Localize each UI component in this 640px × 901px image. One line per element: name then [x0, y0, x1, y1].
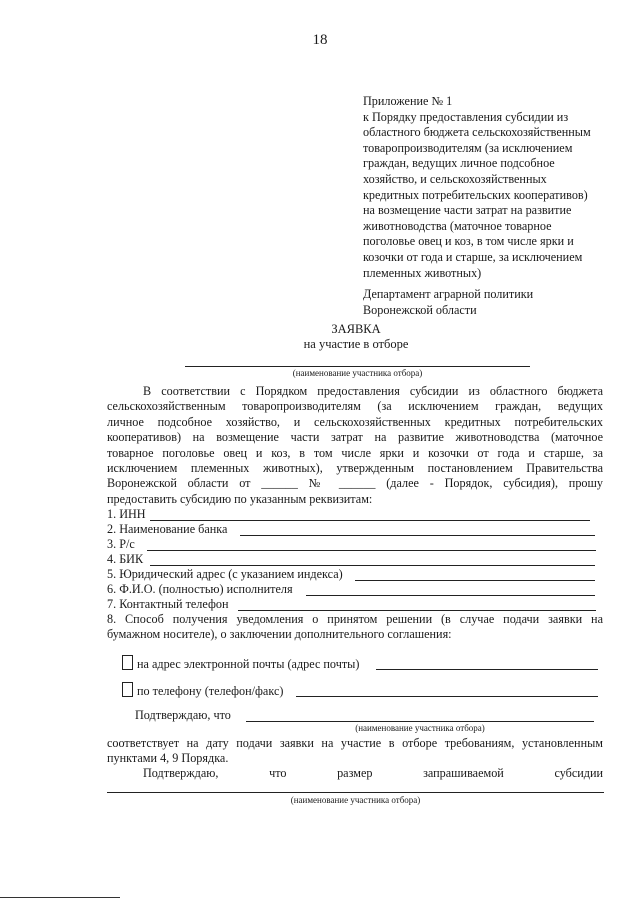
field-input-bank[interactable]: [240, 535, 595, 536]
appendix-line: товаропроизводителям (за исключением: [363, 140, 573, 155]
option-email-label: на адрес электронной почты (адрес почты): [137, 657, 360, 671]
appendix-line: кредитных потребительских кооперативов): [363, 187, 588, 202]
confirm1-line: соответствует на дату подачи заявки на участие в отборе требованиям, установленным: [107, 736, 603, 750]
department-line: Воронежской области: [363, 302, 477, 317]
field-input-address[interactable]: [355, 580, 595, 581]
email-checkbox[interactable]: [122, 655, 133, 670]
field-label-bank: 2. Наименование банка: [107, 522, 228, 536]
intro-line: сельскохозяйственным товаропроизводителям (за исключением граждан, ведущих: [107, 399, 603, 414]
appendix-line: Приложение № 1: [363, 94, 453, 108]
appendix-line: на возмещение части затрат на развитие: [363, 203, 572, 218]
intro-line: Воронежской области от ______ № ______ (далее - Порядок, субсидия), прошу: [107, 476, 603, 491]
appendix-line: животноводства (маточное товарное: [363, 218, 552, 233]
field-label-phone: 7. Контактный телефон: [107, 597, 229, 611]
appendix-line: племенных животных): [363, 265, 482, 280]
department-line: Департамент аграрной политики: [363, 287, 534, 301]
confirm2-line: Подтверждаю, что размер запрашиваемой субсидии: [143, 766, 603, 780]
field-label-account: 3. Р/с: [107, 537, 135, 551]
appendix-line: граждан, ведущих личное подсобное: [363, 156, 555, 171]
notify-line: бумажном носителе), о заключении дополнительного соглашения:: [107, 627, 452, 642]
field-input-phone[interactable]: [238, 610, 596, 611]
field-input-executor[interactable]: [306, 595, 595, 596]
intro-line: личное подсобное хозяйство, и сельскохозяйственных кредитных потребительских: [107, 414, 603, 429]
field-input-inn[interactable]: [150, 520, 590, 521]
appendix-line: поголовье овец и коз, в том числе ярки и: [363, 234, 574, 249]
department-block: [363, 287, 533, 318]
confirm1-caption: (наименование участника отбора): [355, 723, 485, 733]
field-label-address: 5. Юридический адрес (с указанием индекса): [107, 567, 343, 581]
footer-rule: [0, 897, 120, 898]
field-label-inn: 1. ИНН: [107, 507, 146, 521]
intro-line: кооперативов) на возмещение части затрат на развитие животноводства (маточное: [107, 430, 603, 445]
document-title: ЗАЯВКА: [331, 322, 381, 336]
page-number: 18: [312, 32, 328, 48]
phone-checkbox[interactable]: [122, 682, 133, 697]
field-label-bik: 4. БИК: [107, 552, 144, 566]
document-subtitle: на участие в отборе: [303, 337, 409, 351]
appendix-line: областного бюджета сельскохозяйственным: [363, 125, 591, 140]
field-input-account[interactable]: [147, 550, 596, 551]
appendix-line: козочки от года и старше, за исключением: [363, 249, 583, 264]
confirm1-paragraph: [107, 736, 603, 767]
option-email[interactable]: [122, 655, 359, 672]
confirm2-participant-input[interactable]: [107, 792, 604, 793]
appendix-line: к Порядку предоставления субсидии из: [363, 109, 569, 124]
intro-line: исключением племенных животных), утвержденным постановлением Правительства: [107, 461, 603, 476]
notify-line: 8. Способ получения уведомления о принятом решении (в случае подачи заявки на: [107, 612, 603, 626]
confirm2-paragraph: [143, 766, 603, 781]
participant-name-line[interactable]: [185, 366, 530, 367]
field-input-bik[interactable]: [150, 565, 595, 566]
appendix-block: [363, 94, 633, 281]
confirm1-line: пунктами 4, 9 Порядка.: [107, 751, 229, 766]
intro-line: предоставить субсидию по указанным реквизитам:: [107, 491, 373, 506]
participant-caption: (наименование участника отбора): [292, 368, 423, 378]
intro-line: товарное поголовье овец и коз, в том числе ярки и козочки от года и старше, за: [107, 445, 603, 460]
appendix-line: хозяйство, и сельскохозяйственных: [363, 171, 547, 186]
option-phone-label: по телефону (телефон/факс): [137, 684, 284, 698]
email-address-input[interactable]: [376, 669, 598, 670]
phone-fax-input[interactable]: [296, 696, 598, 697]
confirm1-participant-input[interactable]: [246, 721, 594, 722]
intro-paragraph: [107, 384, 603, 507]
option-phone[interactable]: [122, 682, 283, 699]
notify-paragraph: [107, 612, 603, 643]
confirm2-caption: (наименование участника отбора): [290, 795, 421, 805]
confirm1-label: Подтверждаю, что: [135, 708, 231, 722]
field-label-executor: 6. Ф.И.О. (полностью) исполнителя: [107, 582, 293, 596]
intro-line: В соответствии с Порядком предоставления субсидии из областного бюджета: [143, 384, 603, 398]
